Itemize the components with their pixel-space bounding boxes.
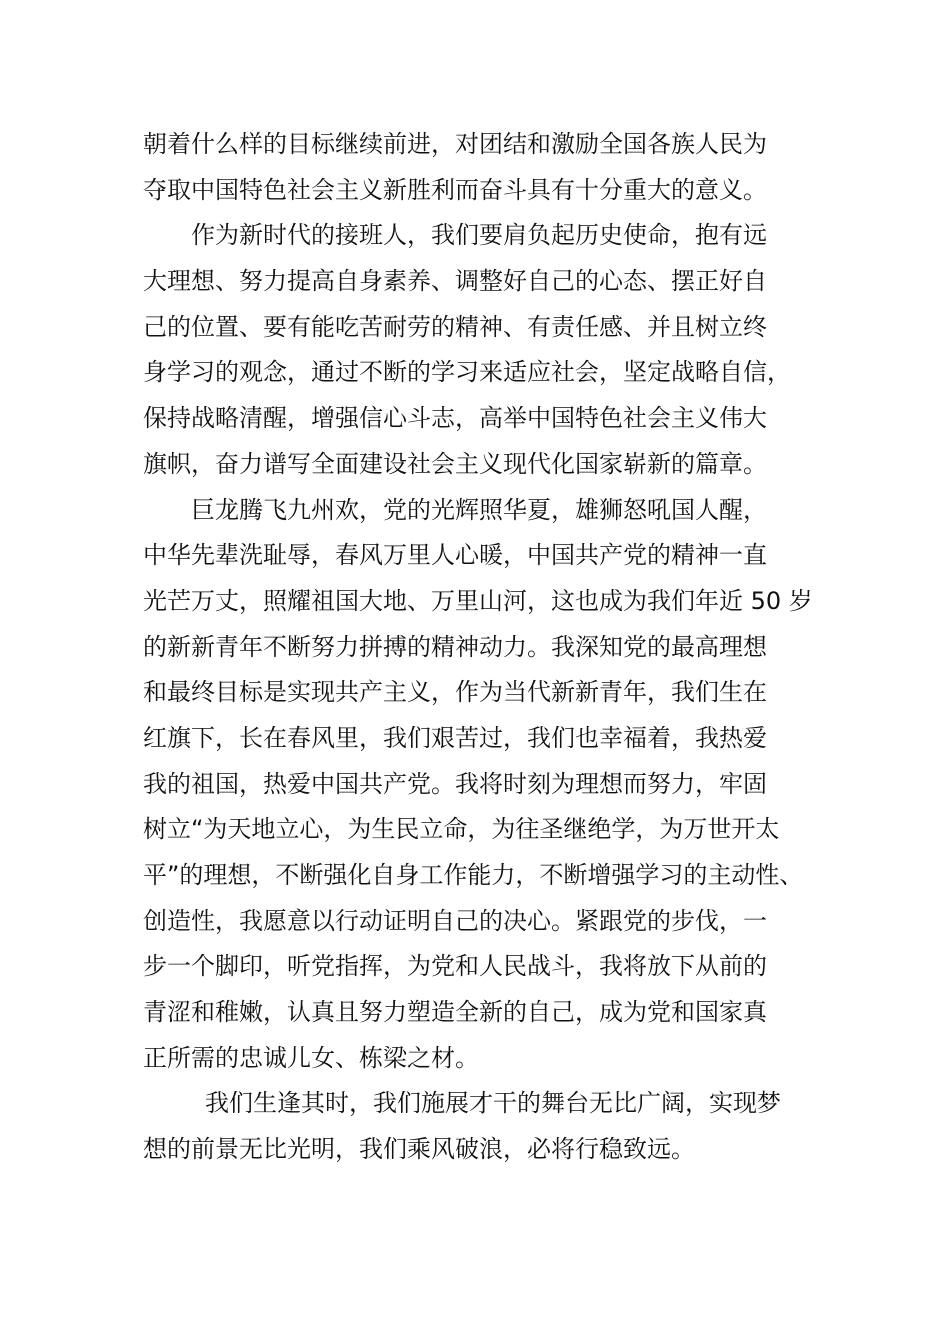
text-line: 身学习的观念，通过不断的学习来适应社会，坚定战略自信， (143, 358, 791, 387)
paragraph-start-line: 作为新时代的接班人，我们要肩负起历史使命，抱有远 (191, 221, 767, 250)
text-line: 光芒万丈，照耀祖国大地、万里山河，这也成为我们年近 50 岁 (143, 586, 813, 615)
text-line: 保持战略清醒，增强信心斗志，高举中国特色社会主义伟大 (143, 404, 767, 433)
text-line: 青涩和稚嫩，认真且努力塑造全新的自己，成为党和国家真 (143, 998, 767, 1027)
text-line: 想的前景无比光明，我们乘风破浪，必将行稳致远。 (143, 1135, 695, 1164)
text-line: 创造性，我愿意以行动证明自己的决心。紧跟党的步伐，一 (143, 906, 767, 935)
text-line: 大理想、努力提高自身素养、调整好自己的心态、摆正好自 (143, 267, 767, 296)
paragraph-start-line: 我们生逢其时，我们施展才干的舞台无比广阔，实现梦 (205, 1089, 781, 1118)
text-line: 正所需的忠诚儿女、栋梁之材。 (143, 1043, 479, 1072)
text-line: 树立“为天地立心，为生民立命，为往圣继绝学，为万世开太 (143, 815, 780, 844)
text-line: 红旗下，长在春风里，我们艰苦过，我们也幸福着，我热爱 (143, 723, 767, 752)
text-line: 的新新青年不断努力拼搏的精神动力。我深知党的最高理想 (143, 632, 767, 661)
text-line: 平”的理想，不断强化自身工作能力，不断增强学习的主动性、 (143, 861, 804, 889)
text-line: 和最终目标是实现共产主义，作为当代新新青年，我们生在 (143, 678, 767, 707)
body-text (143, 122, 823, 1173)
text-line: 旗帜，奋力谱写全面建设社会主义现代化国家崭新的篇章。 (143, 449, 767, 478)
text-line: 中华先辈洗耻辱，春风万里人心暖，中国共产党的精神一直 (143, 541, 767, 570)
text-line: 我的祖国，热爱中国共产党。我将时刻为理想而努力，牢固 (143, 769, 767, 798)
text-line: 夺取中国特色社会主义新胜利而奋斗具有十分重大的意义。 (143, 175, 767, 204)
paragraph-start-line: 巨龙腾飞九州欢，党的光辉照华夏，雄狮怒吼国人醒， (191, 495, 767, 524)
text-line: 朝着什么样的目标继续前进，对团结和激励全国各族人民为 (143, 130, 767, 158)
text-line: 步一个脚印，听党指挥，为党和人民战斗，我将放下从前的 (143, 952, 767, 981)
text-line: 己的位置、要有能吃苦耐劳的精神、有责任感、并且树立终 (143, 312, 767, 341)
